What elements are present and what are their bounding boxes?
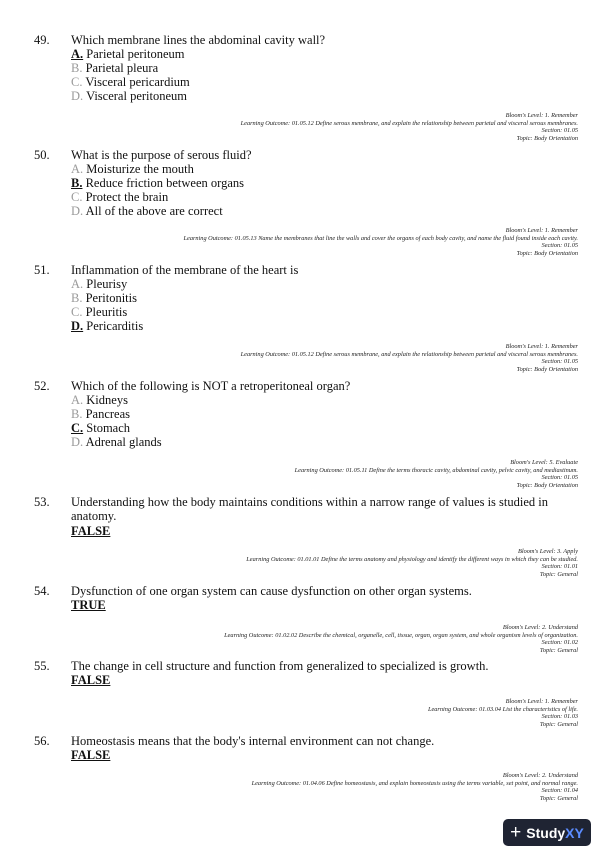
option-b — [71, 176, 244, 190]
bloom-level: Bloom's Level: 1. Remember — [505, 343, 578, 350]
question-text: Which membrane lines the abdominal cavity wall? — [71, 33, 326, 47]
option-letter: B. — [71, 176, 83, 190]
topic-label: Topic: General — [539, 570, 578, 578]
option-letter: D. — [71, 435, 84, 449]
option-text: Parietal pleura — [85, 61, 159, 75]
question-number: 52. — [34, 379, 50, 393]
option-c — [71, 190, 244, 204]
option-a — [71, 277, 143, 291]
bloom-level: Bloom's Level: 1. Remember — [505, 698, 578, 705]
option-b — [71, 61, 190, 75]
answer-label: FALSE — [71, 673, 111, 687]
option-letter: B. — [71, 407, 83, 421]
topic-label: Topic: General — [539, 646, 578, 654]
learning-outcome: Learning Outcome: 01.05.12 Define serous membrane, and explain the relationship between parietal and visceral serous membranes. — [240, 119, 578, 127]
option-letter: B. — [71, 291, 83, 305]
learning-outcome: Learning Outcome: 01.01.01 Define the terms anatomy and physiology and identify the different ways in which they can be studied. — [246, 555, 578, 563]
answer-label: FALSE — [71, 748, 111, 762]
bloom-level: Bloom's Level: 3. Apply — [518, 548, 578, 555]
topic-label: Topic: Body Orientation — [516, 481, 578, 489]
studyxy-badge[interactable] — [503, 819, 591, 846]
section-label: Section: 01.03 — [541, 713, 578, 721]
question-metadata — [295, 459, 578, 489]
question-number: 51. — [34, 263, 50, 277]
question-text: Which of the following is NOT a retroperitoneal organ? — [71, 379, 351, 393]
option-list — [71, 162, 244, 218]
bloom-level: Bloom's Level: 1. Remember — [505, 112, 578, 119]
bloom-level: Bloom's Level: 5. Evaluate — [510, 459, 578, 466]
question-metadata — [241, 112, 578, 142]
question-metadata — [428, 698, 578, 728]
option-text: Kidneys — [86, 393, 128, 407]
question-text: Dysfunction of one organ system can cause dysfunction on other organ systems. — [71, 584, 472, 598]
option-text: Pleurisy — [86, 277, 128, 291]
question-text: Understanding how the body maintains conditions within a narrow range of values is studied in anatomy. — [71, 495, 548, 523]
option-c — [71, 421, 162, 435]
option-letter: D. — [71, 319, 84, 333]
question-metadata — [252, 772, 578, 802]
option-d — [71, 319, 143, 333]
option-text: Moisturize the mouth — [86, 162, 194, 176]
option-letter: A. — [71, 277, 84, 291]
question-metadata — [241, 343, 578, 373]
option-text: Pericarditis — [86, 319, 144, 333]
section-label: Section: 01.05 — [541, 358, 578, 366]
section-label: Section: 01.01 — [541, 563, 578, 571]
learning-outcome: Learning Outcome: 01.02.02 Describe the chemical, organelle, cell, tissue, organ, organ system, and whole organism levels of organization. — [224, 631, 578, 639]
option-a — [71, 162, 244, 176]
option-text: Reduce friction between organs — [85, 176, 244, 190]
question-metadata — [224, 624, 578, 654]
option-d — [71, 89, 190, 103]
option-letter: D. — [71, 204, 84, 218]
option-letter: C. — [71, 190, 83, 204]
option-a — [71, 47, 190, 61]
topic-label: Topic: Body Orientation — [516, 134, 578, 142]
question-number: 53. — [34, 495, 50, 509]
option-letter: C. — [71, 421, 84, 435]
topic-label: Topic: Body Orientation — [516, 249, 578, 257]
option-list — [71, 277, 143, 333]
option-text: Pleuritis — [85, 305, 128, 319]
question-metadata — [184, 227, 578, 257]
option-letter: C. — [71, 305, 83, 319]
learning-outcome: Learning Outcome: 01.05.11 Define the terms thoracic cavity, abdominal cavity, pelvic cavity, and mediastinum. — [294, 466, 578, 474]
option-list — [71, 393, 162, 449]
question-text: Inflammation of the membrane of the heart is — [71, 263, 299, 277]
section-label: Section: 01.05 — [541, 242, 578, 250]
option-c — [71, 75, 190, 89]
section-label: Section: 01.05 — [541, 127, 578, 135]
question-text: Homeostasis means that the body's internal environment can not change. — [71, 734, 435, 748]
option-list — [71, 47, 190, 103]
section-label: Section: 01.04 — [541, 787, 578, 795]
option-text: All of the above are correct — [85, 204, 223, 218]
option-letter: A. — [71, 393, 84, 407]
option-a — [71, 393, 162, 407]
answer-label: FALSE — [71, 524, 111, 538]
question-number: 56. — [34, 734, 50, 748]
question-text: What is the purpose of serous fluid? — [71, 148, 252, 162]
topic-label: Topic: Body Orientation — [516, 365, 578, 373]
option-text: Adrenal glands — [85, 435, 162, 449]
option-b — [71, 291, 143, 305]
learning-outcome: Learning Outcome: 01.03.04 List the characteristics of life. — [427, 705, 578, 713]
question-number: 54. — [34, 584, 50, 598]
option-text: Pancreas — [85, 407, 131, 421]
option-letter: B. — [71, 61, 83, 75]
answer-label: TRUE — [71, 598, 106, 612]
topic-label: Topic: General — [539, 794, 578, 802]
option-letter: A. — [71, 47, 84, 61]
option-letter: D. — [71, 89, 84, 103]
bloom-level: Bloom's Level: 2. Understand — [502, 624, 578, 631]
question-number: 49. — [34, 33, 50, 47]
section-label: Section: 01.05 — [541, 474, 578, 482]
brand-accent: XY — [565, 824, 584, 841]
option-letter: A. — [71, 162, 84, 176]
bloom-level: Bloom's Level: 2. Understand — [502, 772, 578, 779]
learning-outcome: Learning Outcome: 01.04.06 Define homeostasis, and explain homeostasis using the terms variable, set point, and normal range. — [251, 779, 578, 787]
option-c — [71, 305, 143, 319]
brand-main: Study — [526, 824, 566, 841]
option-letter: C. — [71, 75, 83, 89]
question-text: The change in cell structure and function from generalized to specialized is growth. — [71, 659, 489, 673]
option-d — [71, 204, 244, 218]
learning-outcome: Learning Outcome: 01.05.13 Name the membranes that line the walls and cover the organs of each body cavity, and name the fluid found inside each cavity. — [183, 234, 578, 242]
option-text: Stomach — [86, 421, 131, 435]
option-d — [71, 435, 162, 449]
option-text: Parietal peritoneum — [86, 47, 185, 61]
option-text: Peritonitis — [85, 291, 137, 305]
topic-label: Topic: General — [539, 720, 578, 728]
section-label: Section: 01.02 — [541, 639, 578, 647]
bloom-level: Bloom's Level: 1. Remember — [505, 227, 578, 234]
learning-outcome: Learning Outcome: 01.05.12 Define serous membrane, and explain the relationship between parietal and visceral serous membranes. — [240, 350, 578, 358]
option-text: Visceral peritoneum — [86, 89, 188, 103]
option-b — [71, 407, 162, 421]
question-number: 55. — [34, 659, 50, 673]
plus-icon: + — [510, 822, 522, 843]
option-text: Visceral pericardium — [85, 75, 190, 89]
question-metadata — [246, 548, 578, 578]
option-text: Protect the brain — [85, 190, 169, 204]
question-number: 50. — [34, 148, 50, 162]
